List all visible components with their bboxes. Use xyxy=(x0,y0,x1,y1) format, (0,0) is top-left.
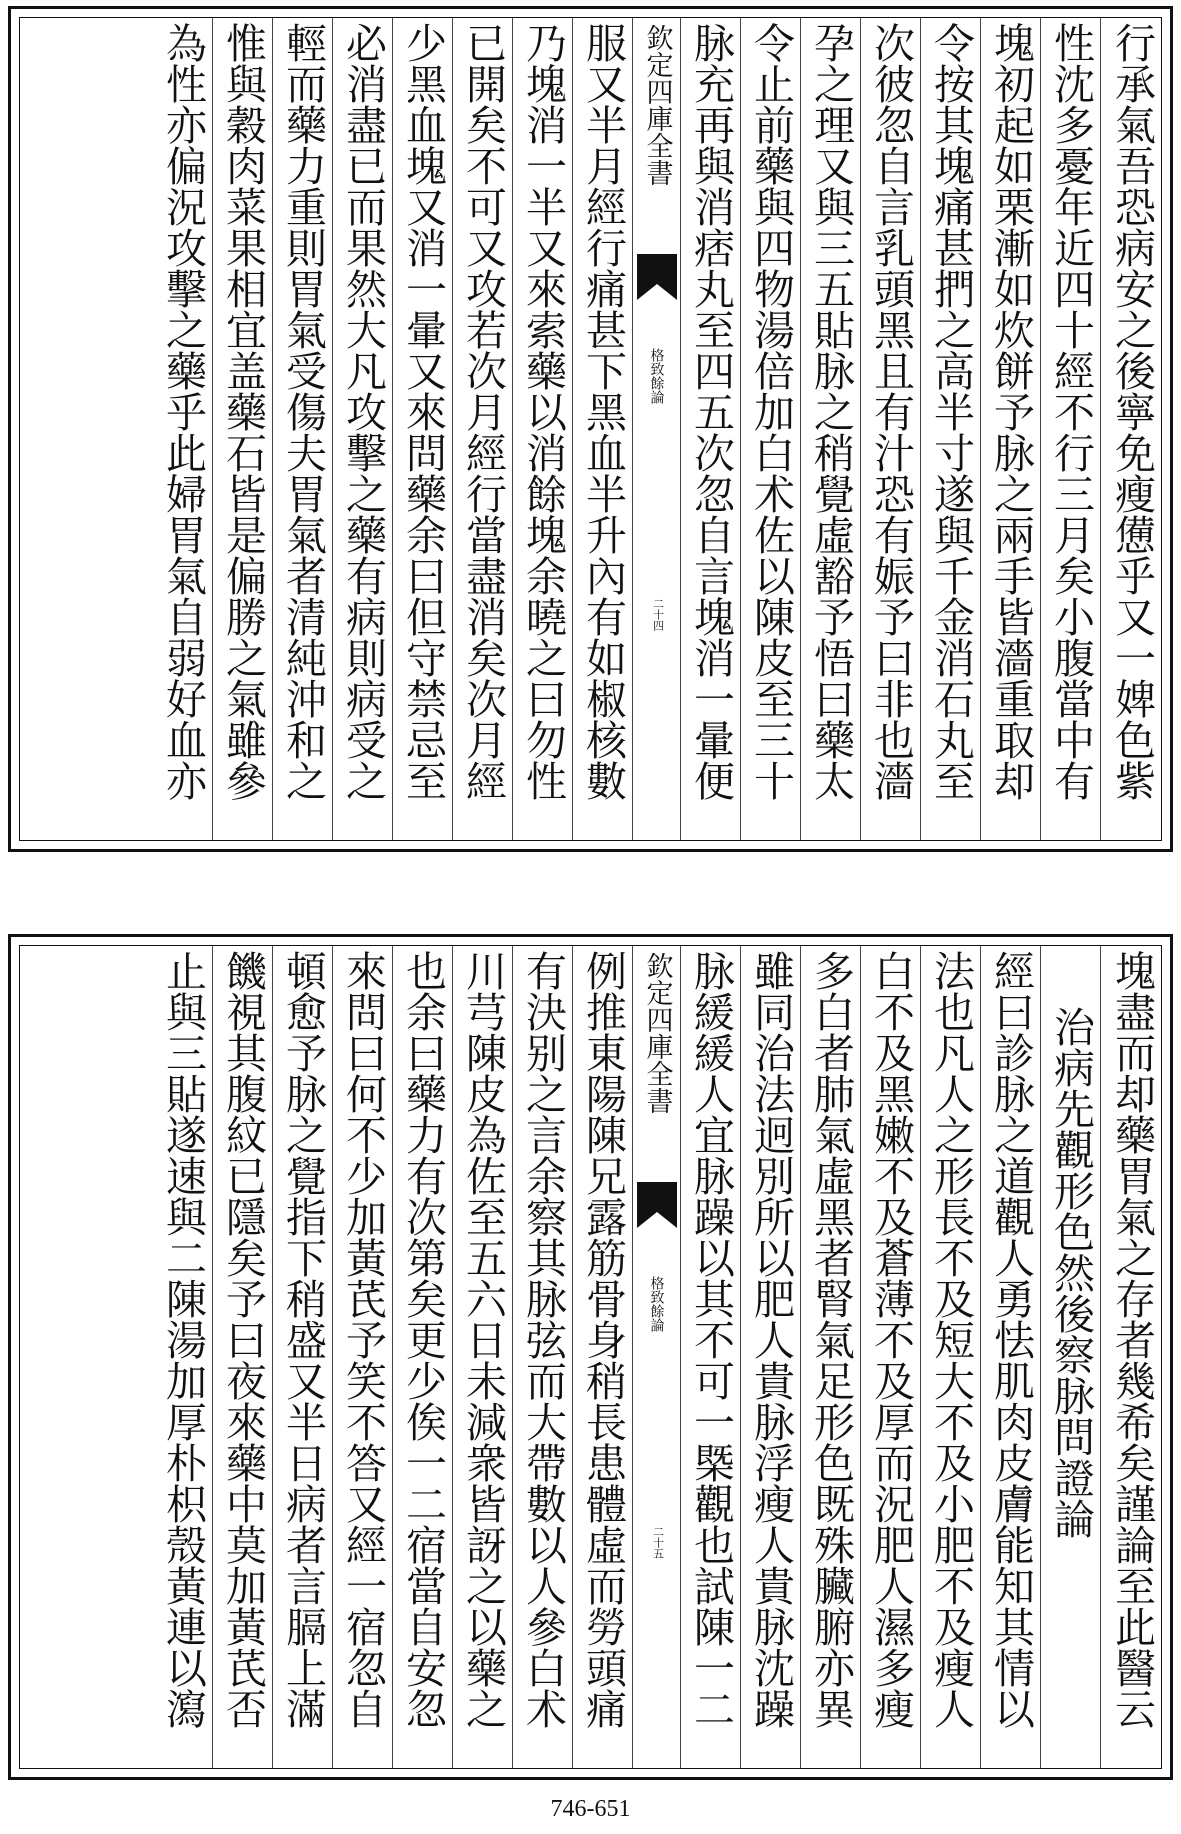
text-column: 有決别之言余察其脉弦而大帶數以人參白术 xyxy=(513,946,573,1768)
top-page-columns xyxy=(20,18,1161,840)
text-column: 少黑血塊又消一暈又來問藥余曰但守禁忌至 xyxy=(393,18,453,840)
text-column: 經曰診脉之道觀人勇怯肌肉皮膚能知其情以 xyxy=(981,946,1041,1768)
folio-number: 二十四 xyxy=(651,598,665,631)
text-column: 行承氣吾恐病安之後寧免瘦憊乎又一婢色紫 xyxy=(1108,22,1156,801)
section-heading: 治病先觀形色然後察脉問證論 xyxy=(1041,946,1101,1768)
bottom-page-columns xyxy=(20,946,1161,1768)
bottom-page xyxy=(8,934,1173,1780)
text-column: 川芎陳皮為佐至五六日未減衆皆訝之以藥之 xyxy=(453,946,513,1768)
text-column: 止與三貼遂速與二陳湯加厚朴枳殼黃連以瀉 xyxy=(153,946,213,1768)
text-column: 輕而藥力重則胃氣受傷夫胃氣者清純沖和之 xyxy=(273,18,333,840)
text-column: 次彼忽自言乳頭黑且有汁恐有娠予曰非也濇 xyxy=(861,18,921,840)
text-column: 塊初起如栗漸如炊餅予脉之兩手皆濇重取却 xyxy=(981,18,1041,840)
text-column: 必消盡已而果然大凡攻擊之藥有病則病受之 xyxy=(333,18,393,840)
folio-number: 二十五 xyxy=(651,1526,665,1559)
text-column: 來問曰何不少加黃芪予笑不答又經一宿忽自 xyxy=(333,946,393,1768)
text-column: 法也凡人之形長不及短大不及小肥不及瘦人 xyxy=(921,946,981,1768)
text-column: 孕之理又與三五貼脉之稍覺虛豁予悟曰藥太 xyxy=(801,18,861,840)
text-column: 雖同治法迥別所以肥人貴脉浮瘦人貴脉沈躁 xyxy=(741,946,801,1768)
collection-title: 欽定四庫全書 xyxy=(641,952,673,1114)
book-title: 格致餘論 xyxy=(648,1276,665,1332)
text-column: 塊盡而却藥胃氣之存者幾希矣謹論至此醫云 xyxy=(1108,950,1156,1729)
text-column: 脉充再與消痞丸至四五次忽自言塊消一暈便 xyxy=(681,18,741,840)
bottom-page-frame xyxy=(19,945,1162,1769)
text-column: 服又半月經行痛甚下黑血半升內有如椒核數 xyxy=(573,18,633,840)
text-column: 多白者肺氣虛黑者腎氣足形色既殊臟腑亦異 xyxy=(801,946,861,1768)
book-title: 格致餘論 xyxy=(648,348,665,404)
page-spine xyxy=(633,946,681,1768)
collection-title: 欽定四庫全書 xyxy=(641,24,673,186)
text-column: 已開矣不可又攻若次月經行當盡消矣次月經 xyxy=(453,18,513,840)
text-column: 也余曰藥力有次第矣更少俟一二宿當自安忽 xyxy=(393,946,453,1768)
text-column: 例推東陽陳兄露筋骨身稍長患體虛而勞頭痛 xyxy=(573,946,633,1768)
page-reference: 746-651 xyxy=(550,1796,631,1822)
text-column: 頓愈予脉之覺指下稍盛又半日病者言膈上滿 xyxy=(273,946,333,1768)
text-column: 白不及黑嫩不及蒼薄不及厚而況肥人濕多瘦 xyxy=(861,946,921,1768)
fishtail-ornament-icon xyxy=(637,254,677,300)
top-page-frame xyxy=(19,17,1162,841)
text-column: 性沈多憂年近四十經不行三月矣小腹當中有 xyxy=(1041,18,1101,840)
text-column: 令按其塊痛甚捫之高半寸遂與千金消石丸至 xyxy=(921,18,981,840)
text-column: 惟與穀肉菜果相宜盖藥石皆是偏勝之氣雖參 xyxy=(213,18,273,840)
text-column: 乃塊消一半又來索藥以消餘塊余曉之曰勿性 xyxy=(513,18,573,840)
text-column: 令止前藥與四物湯倍加白术佐以陳皮至三十 xyxy=(741,18,801,840)
fishtail-ornament-icon xyxy=(637,1182,677,1228)
page-spine xyxy=(633,18,681,840)
top-page xyxy=(8,6,1173,852)
text-column: 為性亦偏況攻擊之藥乎此婦胃氣自弱好血亦 xyxy=(153,18,213,840)
text-column: 脉緩緩人宜脉躁以其不可一槩觀也試陳一二 xyxy=(681,946,741,1768)
text-column: 饑視其腹紋已隱矣予曰夜來藥中莫加黃芪否 xyxy=(213,946,273,1768)
